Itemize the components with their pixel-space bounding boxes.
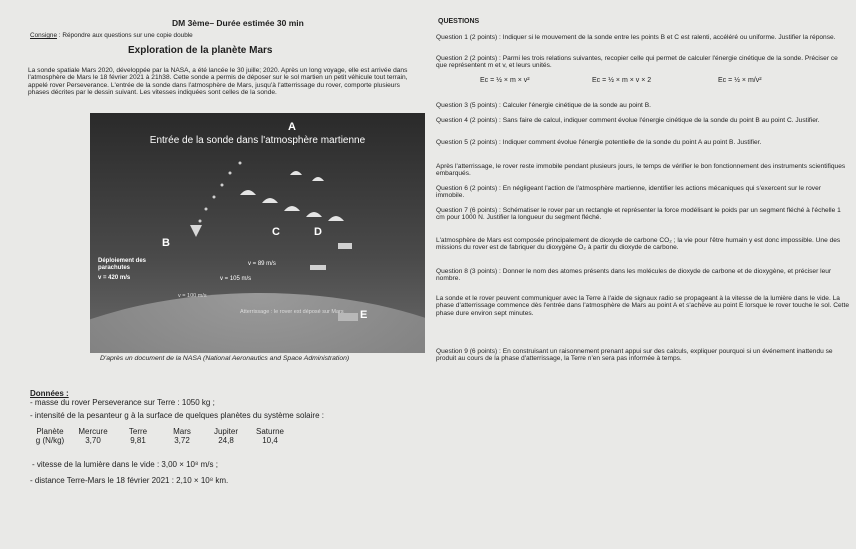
deploiement-label: Déploiement des parachutes: [98, 258, 147, 271]
formula-2: Ec = ½ × m × v × 2: [592, 77, 652, 84]
figure-title: Entrée de la sonde dans l'atmosphère martienne: [149, 135, 366, 146]
point-e-label: E: [360, 309, 368, 321]
formula-3: Ec = ½ × m/v²: [718, 77, 762, 84]
g-mercure: 3,70: [85, 436, 101, 445]
descent-stage-icon: [338, 243, 352, 249]
paragraph-atmosphere: L'atmosphère de Mars est composée principalement de dioxyde de carbone CO₂ ; la vie pour l'être humain y est donc impossible. Une des missions du rover est de fabriquer du dioxygène O₂ à partir du dioxyde de carbone.: [436, 237, 841, 252]
document-header: DM 3ème– Durée estimée 30 min: [172, 18, 304, 28]
question-5: Question 5 (2 points) : Indiquer comment évolue l'énergie potentielle de la sonde du point A au point B. Justifier.: [436, 139, 762, 146]
paragraph-rover: Après l'atterrissage, le rover reste immobile pendant plusieurs jours, le temps de vérifier le bon fonctionnement des instruments scientifiques embarqués.: [436, 163, 846, 178]
earth-mars-distance: - distance Terre-Mars le 18 février 2021 : 2,10 × 10⁸ km.: [30, 476, 229, 485]
skycrane-icon: [310, 265, 326, 270]
question-8: Question 8 (3 points) : Donner le nom des atomes présents dans les molécules de dioxyde de carbone et de dioxygène, et préciser leur nombre.: [436, 268, 832, 283]
question-1: Question 1 (2 points) : Indiquer si le mouvement de la sonde entre les points B et C est ralenti, accéléré ou uniforme. Justifier la réponse.: [436, 34, 836, 41]
light-speed: - vitesse de la lumière dans le vide : 3,00 × 10⁸ m/s ;: [32, 460, 218, 469]
page-title: Exploration de la planète Mars: [128, 45, 273, 56]
questions-header: QUESTIONS: [438, 18, 480, 25]
formula-1: Ec = ½ × m × v²: [480, 77, 530, 84]
figure-caption: D'après un document de la NASA (National Aeronautics and Space Administration): [100, 355, 350, 362]
point-b-label: B: [162, 237, 170, 249]
gravity-table: [30, 427, 292, 445]
consigne-text: : Répondre aux questions sur une copie double: [58, 32, 193, 39]
planet-mercure: Mercure: [78, 427, 108, 436]
intro-paragraph: La sonde spatiale Mars 2020, développée par la NASA, a été lancée le 30 juille; 2020. Après un long voyage, elle est arrivée dans l'atmosphère de Mars le 18 février 2021 à 21h38. Cette sonde a permis de déposer sur le sol martien un petit véhicule tout terrain, appelé rover Perseverance. L'entrée de la sonde dans l'atmosphère de Mars, jusqu'à l'atterrissage du rover, comporte plusieurs phases décrites par le dessin suivant. Les vitesses indiquées sont celles de la sonde.: [28, 67, 408, 96]
g-saturne: 10,4: [262, 436, 278, 445]
consigne-label: Consigne: [30, 32, 58, 39]
question-3: Question 3 (5 points) : Calculer l'énergie cinétique de la sonde au point B.: [436, 102, 651, 109]
velocity-d-label: v = 89 m/s: [248, 261, 276, 267]
question-6: Question 6 (2 points) : En négligeant l'action de l'atmosphère martienne, identifier les actions mécaniques qui s'exercent sur le rover immobile.: [436, 185, 821, 200]
atterrissage-label: Atterrissage : le rover est déposé sur Mars: [240, 309, 344, 315]
entry-diagram: [90, 113, 425, 353]
point-d-label: D: [314, 226, 322, 238]
question-9: Question 9 (6 points) : En construisant un raisonnement prenant appui sur des calculs, expliquer pourquoi si un événement inattendu se produit au cours de la phase d'atterrissage, la Terre n'en sera pas informée à temps.: [436, 348, 833, 363]
velocity-e-label: v = 100 m/s: [178, 293, 207, 299]
question-7: Question 7 (6 points) : Schématiser le rover par un rectangle et représenter la force modélisant le poids par un segment fléché à l'échelle 1 cm pour 1000 N. Justifier la longueur du segment fléché.: [436, 207, 841, 222]
planet-saturne: Saturne: [255, 427, 285, 436]
planet-mars: Mars: [173, 427, 191, 436]
planet-terre: Terre: [128, 427, 148, 436]
velocity-c-label: v = 105 m/s: [220, 276, 252, 282]
planet-jupiter: Jupiter: [213, 427, 238, 436]
gravity-intro: - intensité de la pesanteur g à la surface de quelques planètes du système solaire :: [30, 411, 324, 420]
table-header-planet: Planète: [36, 427, 64, 436]
donnees-section: [30, 389, 324, 420]
g-terre: 9,81: [130, 436, 146, 445]
g-mars: 3,72: [174, 436, 190, 445]
velocity-b-label: v = 420 m/s: [98, 275, 131, 281]
paragraph-communication: La sonde et le rover peuvent communiquer avec la Terre à l'aide de signaux radio se propageant à la vitesse de la lumière dans le vide. La phase d'atterrissage commence dès l'entrée dans l'atmosphère de Mars au point A et s'achève au point E lorsque le rover touche le sol. Cette phase dure environ sept minutes.: [436, 295, 849, 317]
question-2: Question 2 (2 points) : Parmi les trois relations suivantes, recopier celle qui permet de calculer l'énergie cinétique de la sonde. Préciser ce que représentent m et v, et leurs unités.: [436, 55, 838, 70]
consigne: [30, 32, 193, 39]
g-jupiter: 24,8: [218, 436, 234, 445]
point-a-label: A: [288, 121, 296, 133]
question-4: Question 4 (2 points) : Sans faire de calcul, indiquer comment évolue l'énergie cinétique de la sonde du point B au point C. Justifier.: [436, 117, 820, 124]
point-c-label: C: [272, 226, 280, 238]
donnees-heading: Données :: [30, 389, 69, 398]
entry-diagram-illustration: [90, 113, 425, 353]
table-header-g: g (N/kg): [35, 436, 65, 445]
rover-mass: - masse du rover Perseverance sur Terre : 1050 kg ;: [30, 398, 215, 407]
